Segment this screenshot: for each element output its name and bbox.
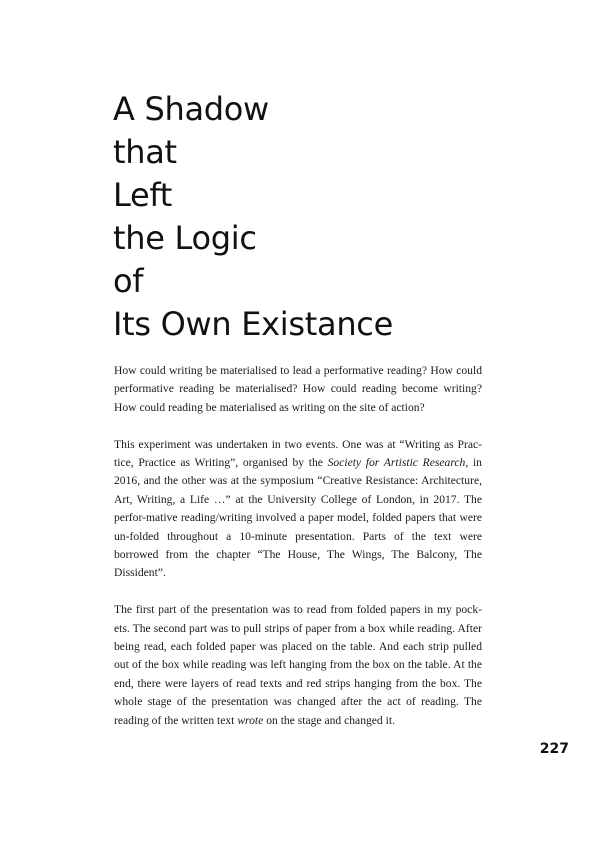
wrote-italic: wrote (237, 713, 264, 727)
page-number: 227 (539, 741, 569, 757)
paragraph-3-text-a: The first part of the presentation was to read from folded papers in my pock-ets. The second part was to pull strips of paper from a box while reading. After being read, each folded paper was placed on the table. And each strip pulled out of the box while reading was left hanging from the box on the table. At the end, there were layers of read texts and red strips hanging from the box. The whole stage of the presentation was changed after the act of reading. The reading of the written text (114, 603, 482, 727)
paragraph-3-text-b: on the stage and changed it. (263, 713, 395, 727)
title-line: Its Own Existance (113, 305, 393, 343)
paragraph-2-text-b: , in 2016, and the other was at the symposium “Creative Resistance: Architecture, Art, Writing, a Life …” at the University College of London, in 2017. The perfor-mative reading/writing involved a paper model, folded papers that were un-folded throughout a 10-minute presentation. Parts of the text were borrowed from the chapter “The House, The Wings, The Balcony, The Dissident”. (114, 456, 482, 580)
paragraph-3 (114, 601, 482, 730)
paragraph-2 (114, 436, 482, 583)
society-name-italic: Society for Artistic Research (327, 456, 466, 470)
paragraph-2-text-a: This experiment was undertaken in two events. One was at “Writing as Prac-tice, Practice as Writing”, organised by the (114, 437, 482, 470)
body-text (114, 362, 482, 730)
chapter-title (113, 88, 393, 346)
title-line: Left (113, 176, 173, 214)
paragraph-1: How could writing be materialised to lead a performative reading? How could performative reading be materialised? How could reading become writing? How could reading be materialised as writing on the site of action? (114, 364, 482, 414)
title-line: the Logic (113, 219, 257, 257)
title-line: that (113, 133, 177, 171)
title-line: of (113, 262, 144, 300)
title-line: A Shadow (113, 90, 269, 128)
